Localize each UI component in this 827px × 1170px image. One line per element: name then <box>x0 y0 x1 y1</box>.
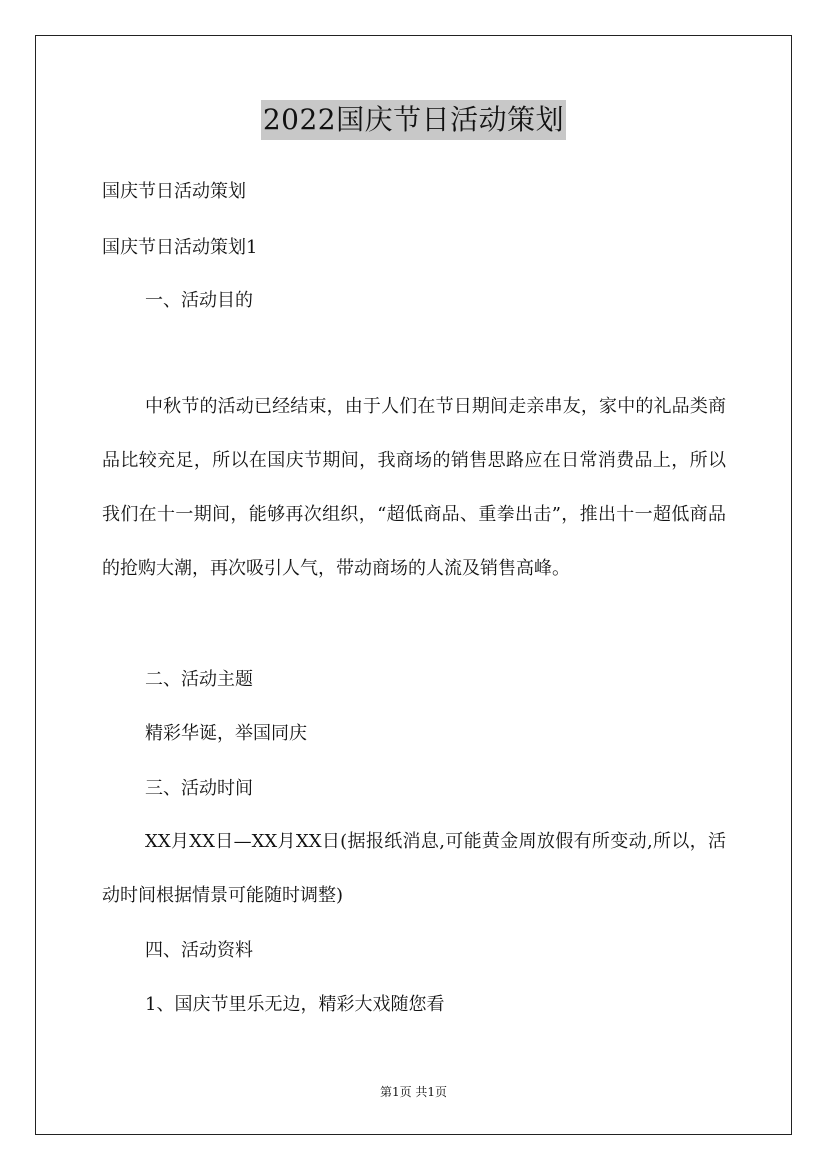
section-3-body: XX月XX日—XX月XX日(据报纸消息,可能黄金周放假有所变动,所以，活动时间根据情景可能随时调整) <box>102 831 726 906</box>
section-1-heading: 一、活动目的 <box>145 290 253 311</box>
document-title: 2022国庆节日活动策划 <box>261 100 566 140</box>
intro-line: 国庆节日活动策划 <box>102 181 246 202</box>
section-2-heading: 二、活动主题 <box>145 669 253 690</box>
section-4-heading: 四、活动资料 <box>145 940 253 961</box>
subtitle-line: 国庆节日活动策划1 <box>102 237 258 258</box>
section-1-body: 中秋节的活动已经结束，由于人们在节日期间走亲串友，家中的礼品类商品比较充足，所以在国庆节期间，我商场的销售思路应在日常消费品上，所以我们在十一期间，能够再次组织，“超低商品、重拳出击”，推出十一超低商品的抢购大潮，再次吸引人气，带动商场的人流及销售高峰。 <box>102 396 726 579</box>
section-2-body: 精彩华诞，举国同庆 <box>145 723 307 744</box>
page-footer: 第1页 共1页 <box>379 1085 448 1099</box>
section-3-heading: 三、活动时间 <box>145 778 253 799</box>
section-4-item-1: 1、国庆节里乐无边，精彩大戏随您看 <box>145 994 445 1015</box>
title-container <box>0 100 827 140</box>
